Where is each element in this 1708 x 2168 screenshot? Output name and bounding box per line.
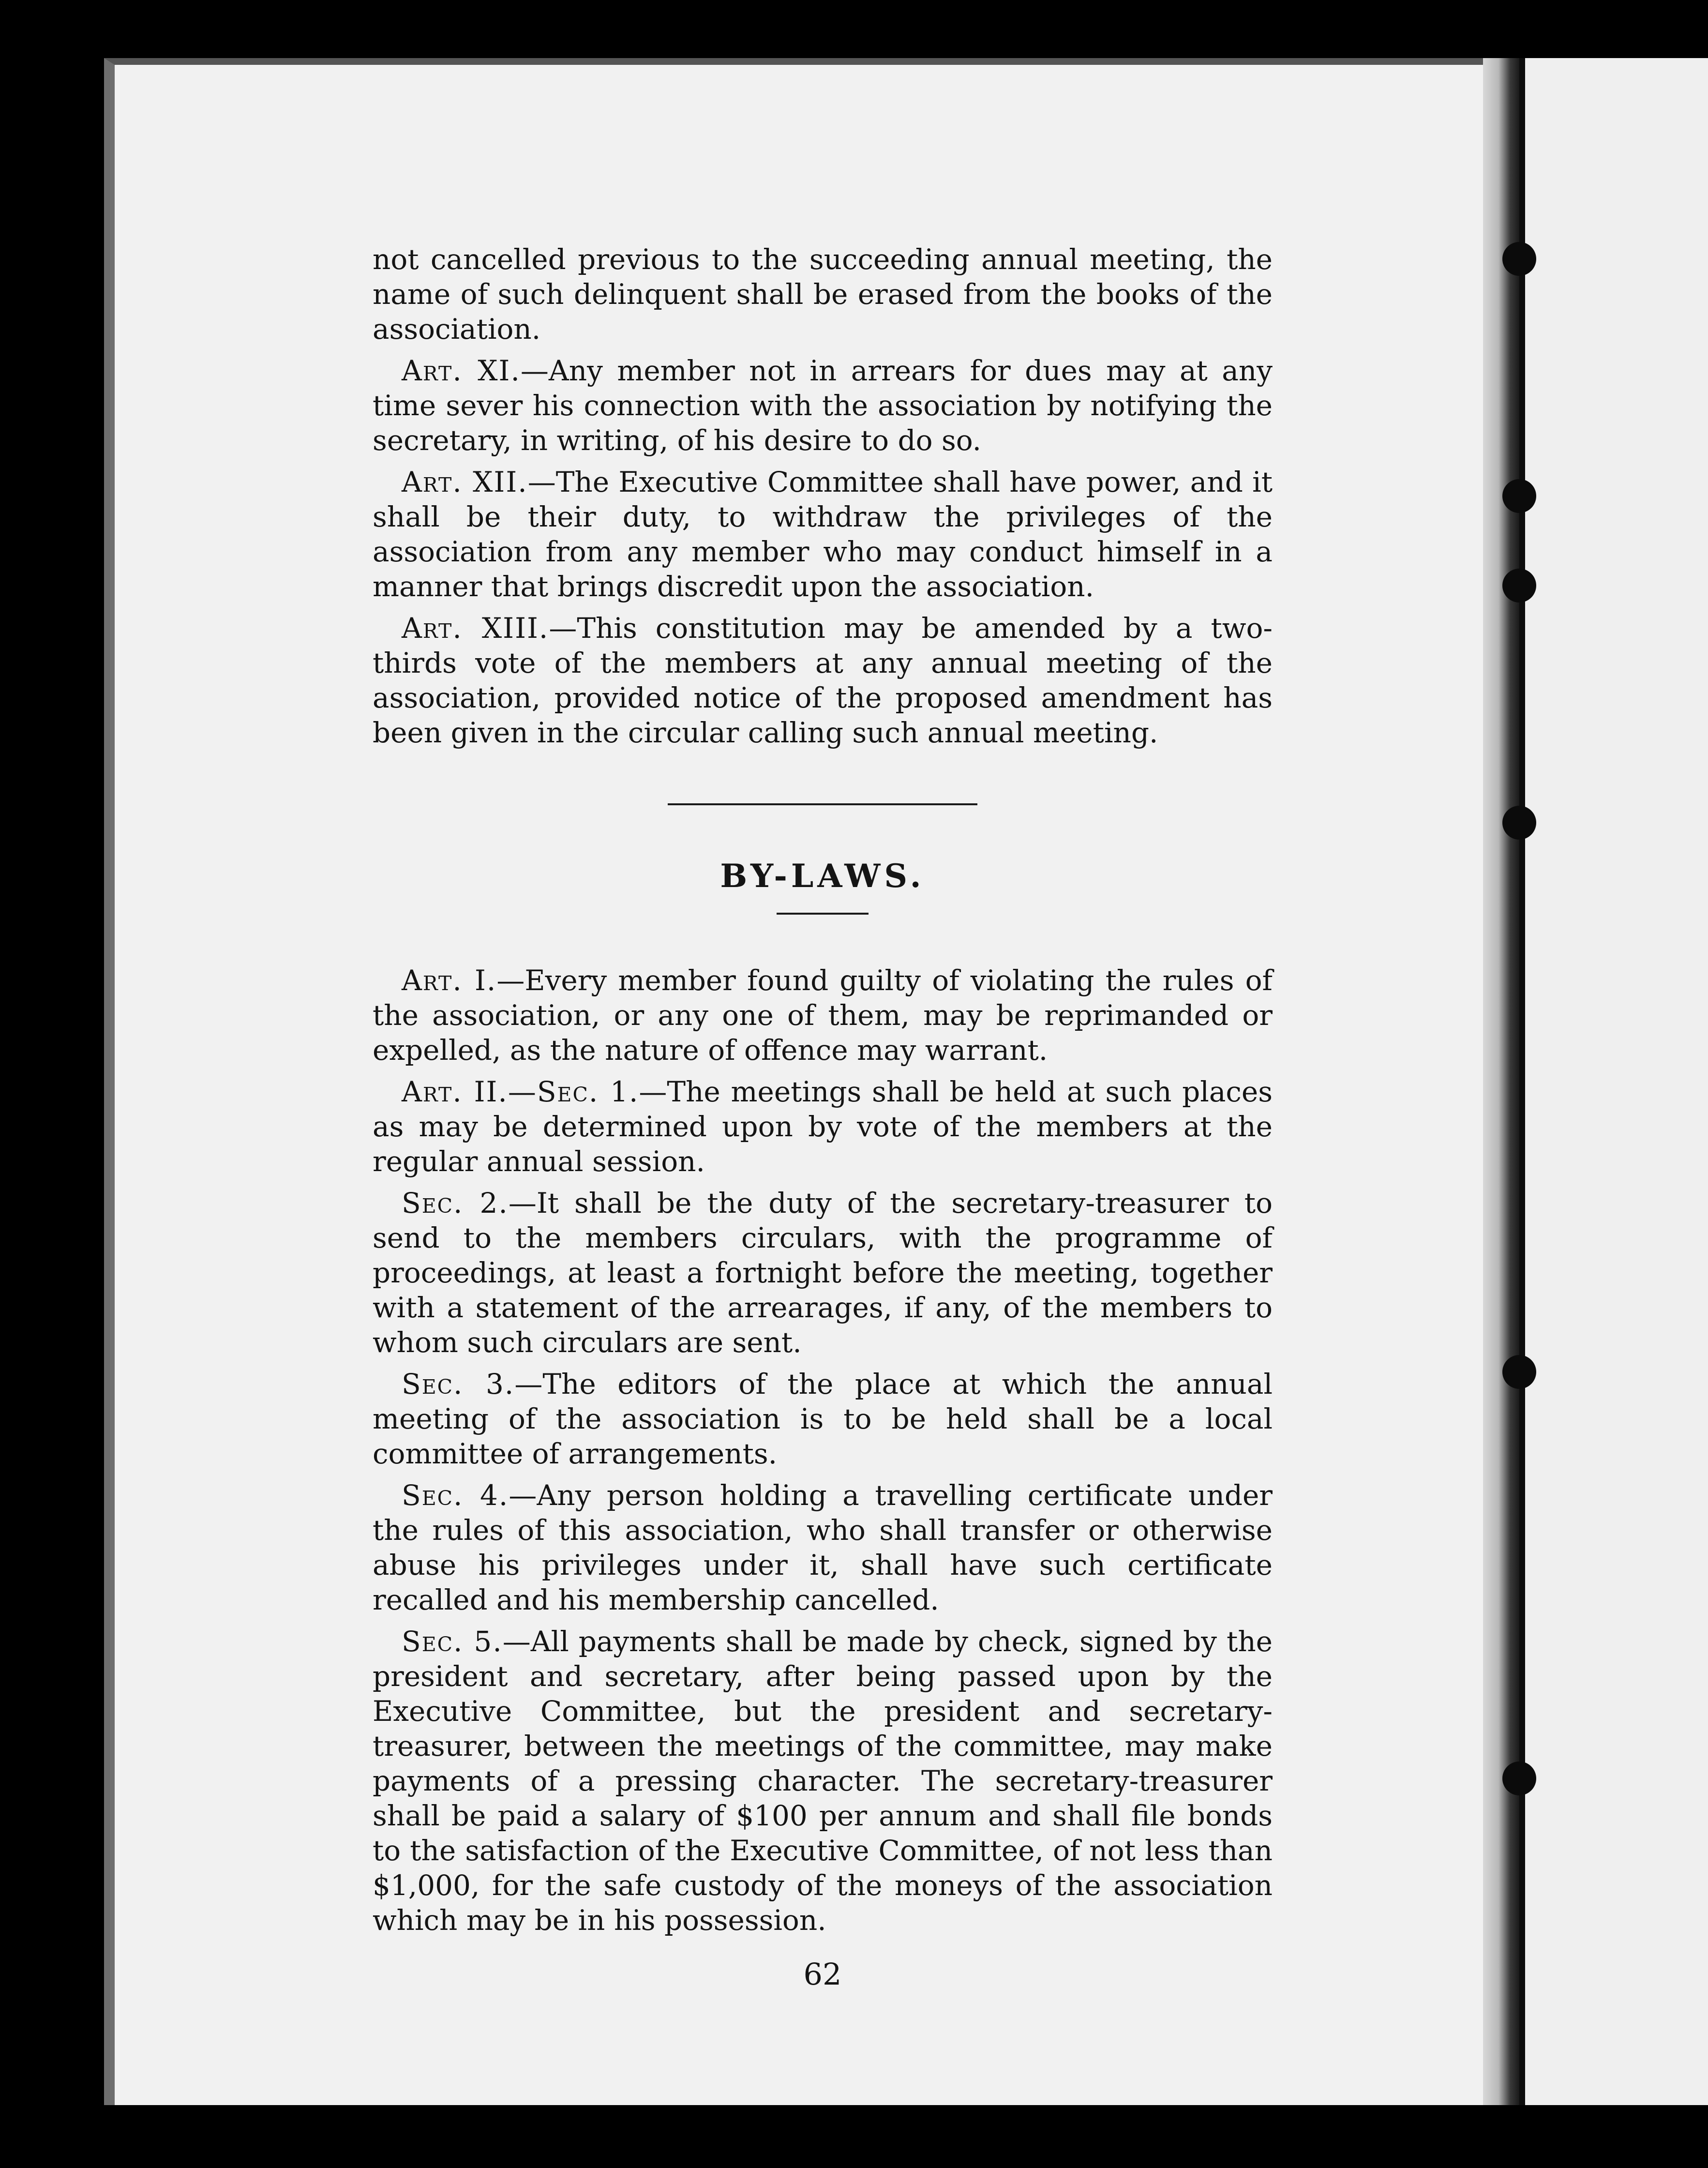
article-text: —The meetings shall be held at such places as may be determined upon by vote of the members at the regular annual session. [373, 1075, 1273, 1178]
binding-tack-mark [1502, 242, 1536, 276]
section-text: —Any person holding a travelling certificate under the rules of this association, who shall transfer or otherwise abuse his privileges under it, shall have such certificate recalled and his membership cancelled. [373, 1479, 1273, 1616]
page-number: 62 [803, 1957, 842, 1992]
bylaw-article-i [373, 963, 1273, 1068]
bylaw-article-ii [373, 1074, 1273, 1179]
article-text: —Any member not in arrears for dues may at any time sever his connection with the association by notifying the secretary, in writing, of his desire to do so. [373, 354, 1273, 457]
section-label: Sec. 2. [402, 1187, 509, 1220]
binding-tack-mark [1502, 1762, 1536, 1795]
article-xii [373, 465, 1273, 604]
section-label: Sec. 3. [402, 1368, 515, 1400]
article-label: Art. XIII. [402, 612, 549, 645]
bylaw-section-4 [373, 1478, 1273, 1617]
section-label: Sec. 4. [402, 1479, 509, 1512]
bylaw-section-2 [373, 1186, 1273, 1360]
binding-tack-mark [1502, 569, 1536, 602]
binding-edge [1519, 58, 1525, 2105]
page-text [373, 242, 1273, 1992]
section-divider [668, 803, 977, 805]
article-text: —Every member found guilty of violating the rules of the association, or any one of them, may be reprimanded or expelled, as the nature of offence may warrant. [373, 964, 1273, 1067]
article-text: —The Executive Committee shall have power, and it shall be their duty, to withdraw the privileges of the association from any member who may conduct himself in a manner that brings discredit upon the association. [373, 466, 1273, 603]
bylaws-heading: BY-LAWS. [720, 857, 925, 895]
bylaw-section-5 [373, 1624, 1273, 1938]
article-xiii [373, 611, 1273, 750]
constitution-continuation: not cancelled previous to the succeeding annual meeting, the name of such delinquent shall be erased from the books of the association. [373, 243, 1273, 346]
section-label: Sec. 5. [402, 1625, 503, 1658]
section-text: —The editors of the place at which the annual meeting of the association is to be held shall be a local committee of arrangements. [373, 1368, 1273, 1470]
section-label: —Sec. 1. [508, 1075, 639, 1108]
article-label: Art. II. [402, 1075, 508, 1108]
article-label: Art. I. [402, 964, 497, 997]
facing-page-edge [1525, 58, 1708, 2105]
article-xi [373, 353, 1273, 458]
book-gutter [1483, 58, 1522, 2105]
article-text: —This constitution may be amended by a two-thirds vote of the members at any annual meeting of the association, provided notice of the proposed amendment has been given in the circular calling such annual meeting. [373, 612, 1273, 749]
bylaw-section-3 [373, 1367, 1273, 1471]
heading-underline [777, 913, 869, 915]
binding-tack-mark [1502, 479, 1536, 513]
article-label: Art. XII. [402, 466, 528, 498]
article-label: Art. XI. [402, 354, 521, 387]
section-text: —All payments shall be made by check, signed by the president and secretary, after being passed upon by the Executive Committee, but the president and secretary-treasurer, between the meetings of the committee, may make payments of a pressing character. The secretary-treasurer shall be paid a salary of $100 per annum and shall file bonds to the satisfaction of the Executive Committee, of not less than $1,000, for the safe custody of the moneys of the association which may be in his possession. [373, 1625, 1273, 1937]
binding-tack-mark [1502, 1355, 1536, 1389]
section-text: —It shall be the duty of the secretary-treasurer to send to the members circulars, with the programme of proceedings, at least a fortnight before the meeting, together with a statement of the arrearages, if any, of the members to whom such circulars are sent. [373, 1187, 1273, 1359]
binding-tack-mark [1502, 806, 1536, 840]
